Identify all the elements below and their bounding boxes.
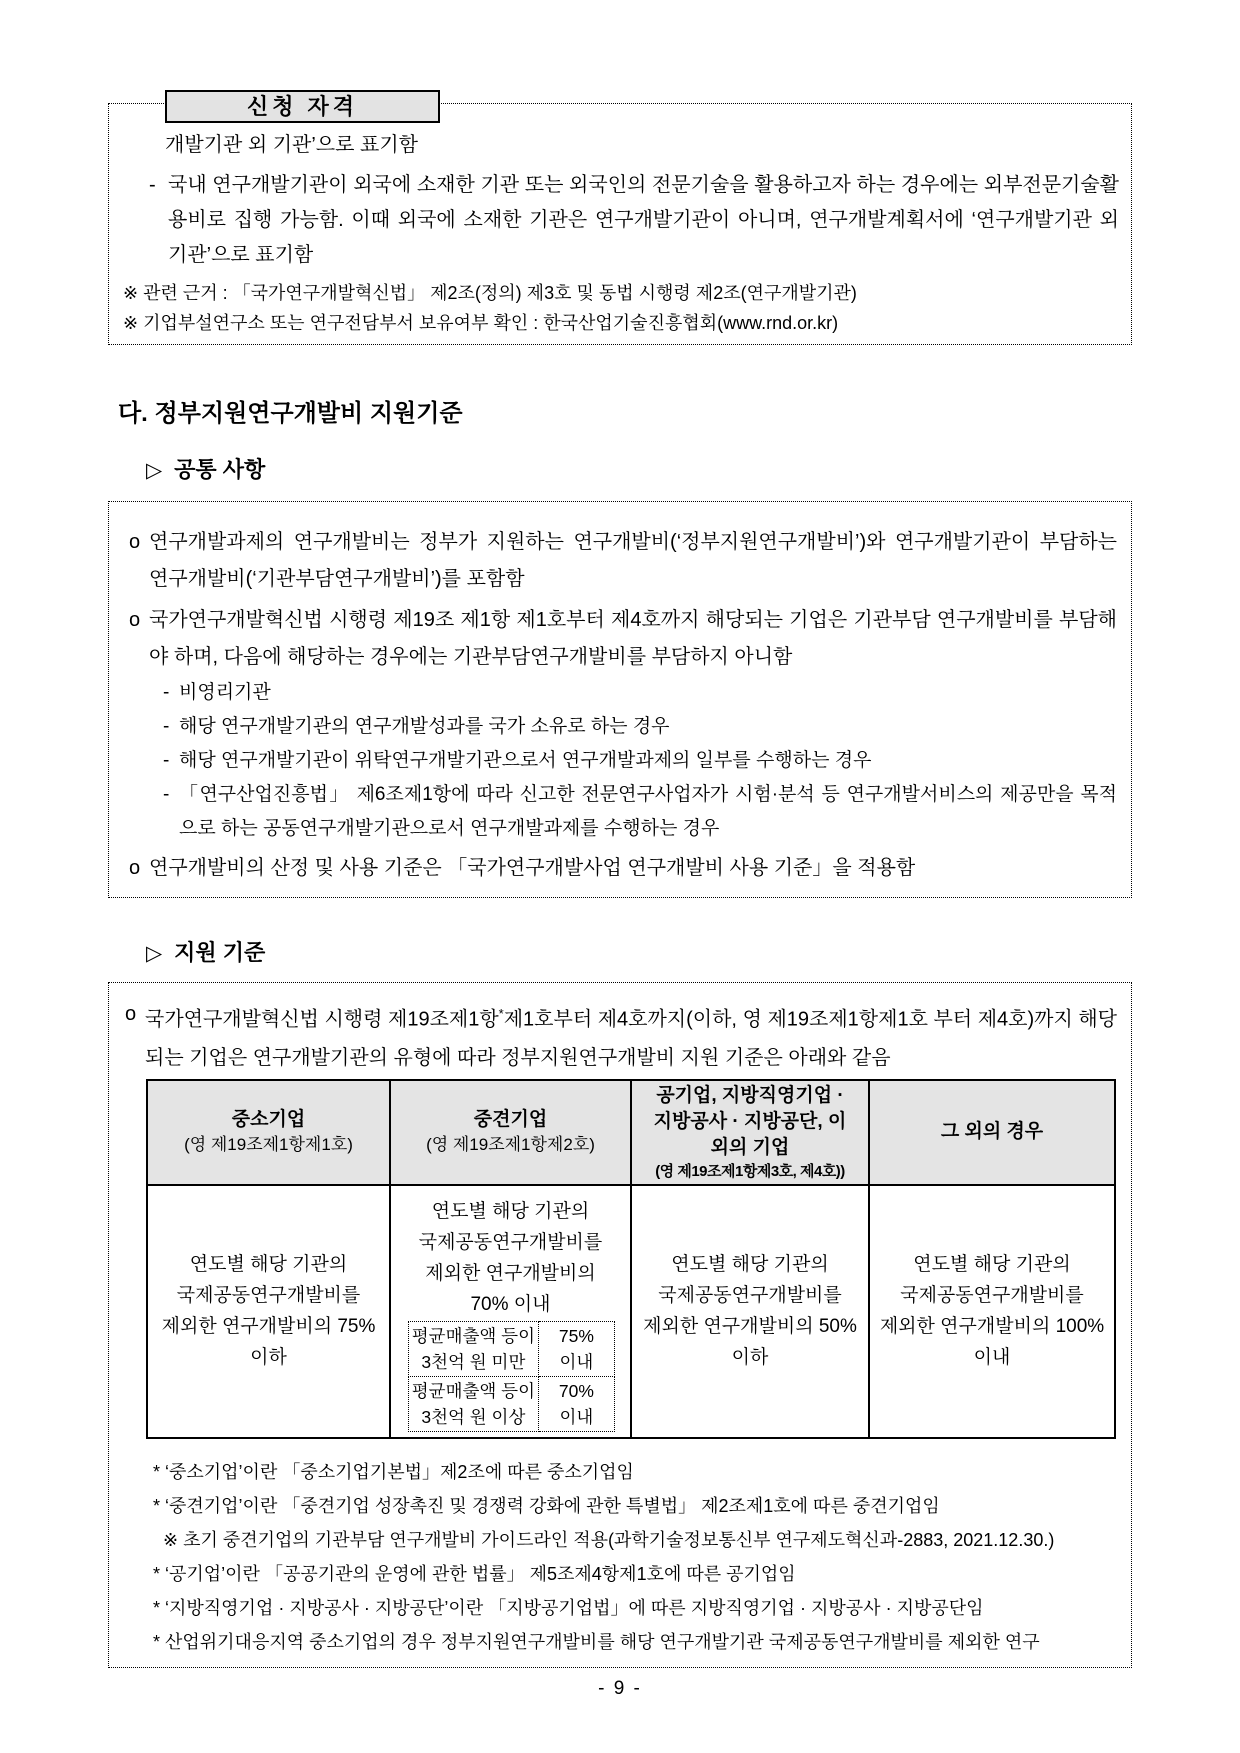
common-item	[121, 850, 1117, 887]
verification-note: ※ 기업부설연구소 또는 연구전담부서 보유여부 확인 : 한국산업기술진흥협회(www.rnd.or.kr)	[123, 313, 839, 333]
header-sme	[147, 1080, 390, 1185]
footnote: * ‘공기업’이란 「공공기관의 운영에 관한 법률」 제5조제4항제1호에 따른 공기업임	[153, 1563, 796, 1584]
triangle-bullet-icon: ▷	[146, 459, 163, 482]
header-midsize-title: 중견기업	[473, 1109, 548, 1131]
eligibility-notes	[123, 278, 1119, 338]
header-sme-title: 중소기업	[231, 1109, 306, 1131]
support-intro	[121, 995, 1117, 1077]
subtable-rate-text: 70% 이내	[558, 1380, 594, 1427]
common-item-text: 국가연구개발혁신법 시행령 제19조 제1항 제1호부터 제4호까지 해당되는 기업은 기관부담 연구개발비를 부담해야 하며, 다음에 해당하는 경우에는 기관부담연구개발비를 부담하지 아니함	[149, 609, 1117, 668]
common-box	[108, 501, 1132, 898]
triangle-bullet-icon: ▷	[146, 942, 163, 965]
header-public-sub: (영 제19조제1항제3호, 제4호))	[655, 1162, 845, 1180]
common-item	[121, 524, 1117, 598]
header-midsize	[390, 1080, 631, 1185]
dash-bullet-marker: -	[149, 174, 156, 196]
subtable-row	[409, 1321, 615, 1376]
cell-midsize	[390, 1185, 631, 1438]
eligibility-carryover-text: 개발기관 외 기관’으로 표기함	[165, 134, 418, 156]
exemption-item	[163, 676, 1117, 710]
subtable-rate	[538, 1321, 614, 1376]
cell-midsize-wrap	[399, 1188, 622, 1435]
footnote: * ‘지방직영기업 · 지방공사 · 지방공단’이란 「지방공기업법」에 따른 지방직영기업 · 지방공사 · 지방공단임	[153, 1597, 984, 1618]
cell-midsize-text: 연도별 해당 기관의 국제공동연구개발비를 제외한 연구개발비의 70% 이내	[418, 1200, 603, 1315]
support-intro-text	[145, 995, 1117, 1077]
cell-public: 연도별 해당 기관의 국제공동연구개발비를 제외한 연구개발비의 50% 이하	[631, 1185, 869, 1438]
header-midsize-sub: (영 제19조제1항제2호)	[426, 1135, 595, 1155]
exemption-item-text: 해당 연구개발기관이 위탁연구개발기관으로서 연구개발과제의 일부를 수행하는 경우	[179, 750, 872, 771]
exemption-item	[163, 744, 1117, 778]
eligibility-bullet-text: 국내 연구개발기관이 외국에 소재한 기관 또는 외국인의 전문기술을 활용하고자 하는 경우에는 외부전문기술활용비로 집행 가능함. 이때 외국에 소재한 기관은 연구개발기관이 아니며, 연구개발계획서에 ‘연구개발기관 외 기관’으로 표기함	[168, 174, 1119, 266]
dash-bullet-marker: -	[163, 682, 170, 703]
eligibility-box-title: 신청 자격	[165, 90, 440, 123]
exemption-item	[163, 778, 1117, 846]
footnote: ※ 초기 중견기업의 기관부담 연구개발비 가이드라인 적용(과학기술정보통신부 연구제도혁신과-2883, 2021.12.30.)	[163, 1529, 1055, 1550]
section-title: 다. 정부지원연구개발비 지원기준	[118, 400, 463, 427]
footnote: * ‘중소기업’이란 「중소기업기본법」제2조에 따른 중소기업임	[153, 1461, 634, 1482]
support-box	[108, 982, 1132, 1668]
subtable-rate-text: 75% 이내	[558, 1325, 594, 1372]
reference-note: ※ 관련 근거 : 「국가연구개발혁신법」 제2조(정의) 제3호 및 동법 시행령 제2조(연구개발기관)	[123, 283, 857, 303]
exemption-item	[163, 710, 1117, 744]
subtable-condition: 평균매출액 등이 3천억 원 이상	[409, 1376, 539, 1431]
footnote: * ‘중견기업’이란 「중견기업 성장촉진 및 경쟁력 강화에 관한 특별법」 제2조제1호에 따른 중견기업임	[153, 1495, 940, 1516]
eligibility-box	[108, 94, 1132, 345]
circle-bullet-marker: o	[129, 531, 141, 553]
dash-bullet-marker: -	[163, 750, 170, 771]
common-subheading	[146, 455, 1240, 486]
circle-bullet-marker: o	[129, 857, 141, 879]
page-number: - 9 -	[598, 1678, 642, 1699]
common-item-text: 연구개발과제의 연구개발비는 정부가 지원하는 연구개발비(‘정부지원연구개발비’)와 연구개발기관이 부담하는 연구개발비(‘기관부담연구개발비’)를 포함함	[149, 531, 1117, 590]
support-subheading	[146, 938, 1240, 969]
circle-bullet-marker: o	[129, 609, 141, 631]
table-body-row	[147, 1185, 1115, 1438]
asterisk-superscript: *	[498, 1006, 504, 1021]
cell-other: 연도별 해당 기관의 국제공동연구개발비를 제외한 연구개발비의 100% 이내	[869, 1185, 1115, 1438]
cell-sme: 연도별 해당 기관의 국제공동연구개발비를 제외한 연구개발비의 75% 이하	[147, 1185, 390, 1438]
support-criteria-table	[146, 1079, 1116, 1439]
table-header-row	[147, 1080, 1115, 1185]
exemption-item-text: 비영리기관	[179, 682, 271, 703]
header-public-title: 공기업, 지방직영기업 · 지방공사 · 지방공단, 이 외의 기업	[653, 1084, 847, 1158]
header-public	[631, 1080, 869, 1185]
dash-bullet-marker: -	[163, 716, 170, 737]
header-sme-sub: (영 제19조제1항제1호)	[184, 1135, 353, 1155]
intro-post: 제1호부터 제4호까지(이하, 영 제19조제1항제1호 부터 제4호)까지 해당되는 기업은 연구개발기관의 유형에 따라 정부지원연구개발비 지원 기준은 아래와 같음	[145, 1008, 1117, 1069]
header-other-title: 그 외의 경우	[940, 1121, 1044, 1143]
midsize-revenue-subtable	[408, 1321, 615, 1432]
subtable-row	[409, 1376, 615, 1431]
exemption-item-text: 해당 연구개발기관의 연구개발성과를 국가 소유로 하는 경우	[179, 716, 670, 737]
subtable-condition: 평균매출액 등이 3천억 원 미만	[409, 1321, 539, 1376]
support-subheading-label: 지원 기준	[174, 940, 266, 965]
exemption-list	[163, 676, 1117, 846]
subtable-rate	[538, 1376, 614, 1431]
table-footnotes	[153, 1455, 1117, 1659]
dash-bullet-marker: -	[163, 784, 170, 805]
header-other	[869, 1080, 1115, 1185]
footnote: * 산업위기대응지역 중소기업의 경우 정부지원연구개발비를 해당 연구개발기관 국제공동연구개발비를 제외한 연구	[153, 1631, 1040, 1652]
common-item-text: 연구개발비의 산정 및 사용 기준은 「국가연구개발사업 연구개발비 사용 기준」을 적용함	[149, 857, 916, 879]
exemption-item-text: 「연구산업진흥법」 제6조제1항에 따라 신고한 전문연구사업자가 시험·분석 등 연구개발서비스의 제공만을 목적으로 하는 공동연구개발기관으로서 연구개발과제를 수행하는 경우	[179, 784, 1117, 839]
eligibility-bullet	[149, 168, 1119, 273]
common-subheading-label: 공통 사항	[174, 457, 266, 482]
common-item	[121, 602, 1117, 676]
circle-bullet-marker: o	[125, 1003, 137, 1025]
intro-pre: 국가연구개발혁신법 시행령 제19조제1항	[145, 1008, 499, 1031]
